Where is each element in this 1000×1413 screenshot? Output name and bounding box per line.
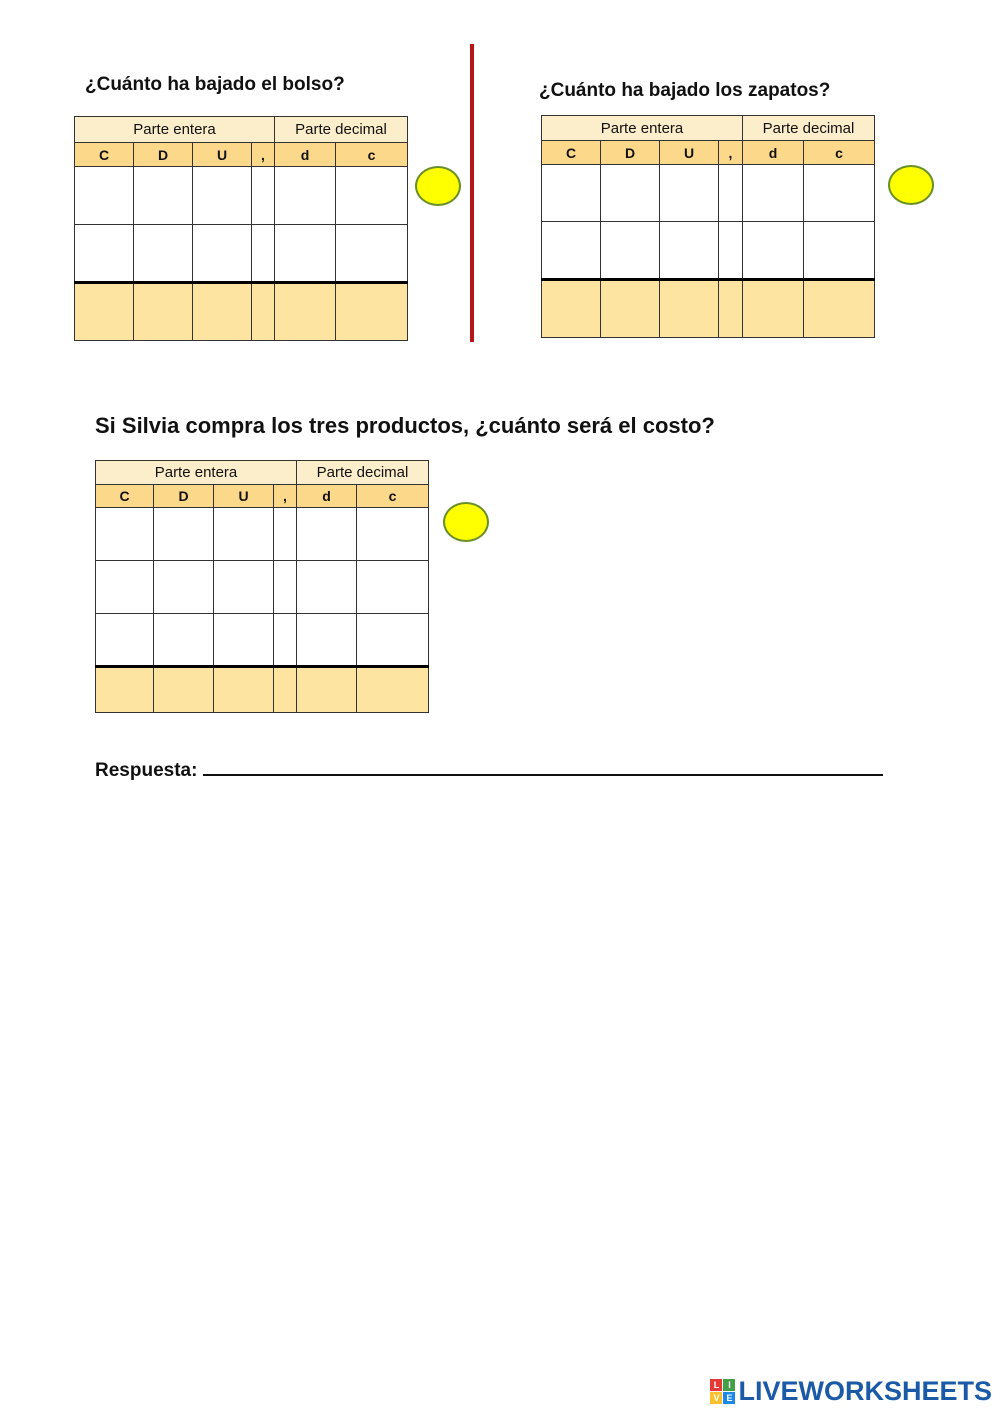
- col-decenas: D: [154, 485, 214, 508]
- col-comma: ,: [274, 485, 297, 508]
- comma-cell: [274, 614, 297, 667]
- digit-input[interactable]: [96, 575, 153, 600]
- digit-input[interactable]: [96, 522, 153, 547]
- input-cell[interactable]: [601, 222, 660, 280]
- place-value-table-total: [95, 460, 429, 713]
- comma-cell: [274, 561, 297, 614]
- header-decimal-part: Parte decimal: [743, 116, 875, 141]
- digit-input[interactable]: [743, 238, 803, 263]
- header-integer-part: Parte entera: [542, 116, 743, 141]
- operation-sign-circle[interactable]: [415, 166, 461, 206]
- place-value-table-shoes: [541, 115, 875, 338]
- brand: [710, 1376, 992, 1407]
- answer-line[interactable]: [203, 754, 883, 776]
- result-cell[interactable]: [75, 283, 134, 341]
- digit-input[interactable]: [743, 181, 803, 206]
- input-cell[interactable]: [96, 614, 154, 667]
- answer-label: Respuesta:: [95, 760, 198, 781]
- result-input[interactable]: [804, 297, 874, 322]
- result-input[interactable]: [75, 300, 133, 325]
- input-cell[interactable]: [743, 222, 804, 280]
- input-cell[interactable]: [357, 508, 429, 561]
- digit-input[interactable]: [154, 627, 213, 652]
- result-input[interactable]: [297, 678, 356, 703]
- question-shoes-title: ¿Cuánto ha bajado los zapatos?: [539, 80, 831, 101]
- comma-cell: [252, 167, 275, 225]
- header-decimal-part: Parte decimal: [275, 117, 408, 143]
- result-input[interactable]: [96, 678, 153, 703]
- result-input[interactable]: [357, 678, 428, 703]
- digit-input[interactable]: [214, 522, 273, 547]
- comma-cell: [719, 165, 743, 222]
- result-cell[interactable]: [336, 283, 408, 341]
- input-cell[interactable]: [75, 225, 134, 283]
- digit-input[interactable]: [75, 241, 133, 266]
- col-unidades: U: [193, 143, 252, 167]
- digit-input[interactable]: [804, 181, 874, 206]
- input-cell[interactable]: [542, 222, 601, 280]
- digit-input[interactable]: [275, 183, 335, 208]
- input-cell[interactable]: [660, 222, 719, 280]
- digit-input[interactable]: [275, 241, 335, 266]
- input-cell[interactable]: [96, 561, 154, 614]
- input-cell[interactable]: [193, 167, 252, 225]
- col-centenas: C: [96, 485, 154, 508]
- header-integer-part: Parte entera: [96, 461, 297, 485]
- col-centesimos: c: [804, 141, 875, 165]
- result-cell[interactable]: [743, 280, 804, 338]
- answer-row: [95, 754, 883, 782]
- question-total-cost-title: Si Silvia compra los tres productos, ¿cuánto será el costo?: [95, 413, 715, 438]
- input-cell[interactable]: [743, 165, 804, 222]
- result-input[interactable]: [601, 297, 659, 322]
- col-unidades: U: [660, 141, 719, 165]
- digit-input[interactable]: [75, 183, 133, 208]
- digit-input[interactable]: [660, 238, 718, 263]
- input-cell[interactable]: [336, 167, 408, 225]
- result-cell[interactable]: [134, 283, 193, 341]
- input-cell[interactable]: [214, 561, 274, 614]
- input-cell[interactable]: [804, 165, 875, 222]
- digit-input[interactable]: [134, 241, 192, 266]
- digit-input[interactable]: [214, 575, 273, 600]
- col-unidades: U: [214, 485, 274, 508]
- comma-cell: [252, 225, 275, 283]
- input-cell[interactable]: [297, 614, 357, 667]
- input-cell[interactable]: [660, 165, 719, 222]
- digit-input[interactable]: [601, 238, 659, 263]
- question-bag-title: ¿Cuánto ha bajado el bolso?: [85, 74, 345, 95]
- col-decimos: d: [275, 143, 336, 167]
- input-cell[interactable]: [357, 614, 429, 667]
- input-cell[interactable]: [601, 165, 660, 222]
- digit-input[interactable]: [357, 575, 428, 600]
- input-cell[interactable]: [275, 225, 336, 283]
- result-input[interactable]: [660, 297, 718, 322]
- result-cell[interactable]: [96, 667, 154, 713]
- result-input[interactable]: [743, 297, 803, 322]
- input-cell[interactable]: [134, 225, 193, 283]
- digit-input[interactable]: [601, 181, 659, 206]
- col-decenas: D: [134, 143, 193, 167]
- place-value-table-bag: [74, 116, 408, 341]
- digit-input[interactable]: [357, 522, 428, 547]
- result-cell[interactable]: [357, 667, 429, 713]
- result-cell[interactable]: [214, 667, 274, 713]
- digit-input[interactable]: [660, 181, 718, 206]
- digit-input[interactable]: [214, 627, 273, 652]
- digit-input[interactable]: [336, 241, 407, 266]
- result-input[interactable]: [336, 300, 407, 325]
- result-cell[interactable]: [542, 280, 601, 338]
- digit-input[interactable]: [193, 183, 251, 208]
- input-cell[interactable]: [297, 508, 357, 561]
- digit-input[interactable]: [336, 183, 407, 208]
- comma-cell: [719, 222, 743, 280]
- result-input[interactable]: [275, 300, 335, 325]
- result-cell[interactable]: [154, 667, 214, 713]
- digit-input[interactable]: [154, 522, 213, 547]
- result-cell[interactable]: [804, 280, 875, 338]
- input-cell[interactable]: [96, 508, 154, 561]
- input-cell[interactable]: [357, 561, 429, 614]
- input-cell[interactable]: [542, 165, 601, 222]
- operation-sign-circle[interactable]: [443, 502, 489, 542]
- result-input[interactable]: [154, 678, 213, 703]
- result-input[interactable]: [134, 300, 192, 325]
- input-cell[interactable]: [214, 508, 274, 561]
- result-comma-cell: [274, 667, 297, 713]
- result-cell[interactable]: [297, 667, 357, 713]
- result-input[interactable]: [542, 297, 600, 322]
- col-decimos: d: [743, 141, 804, 165]
- comma-cell: [274, 508, 297, 561]
- result-cell[interactable]: [660, 280, 719, 338]
- input-cell[interactable]: [297, 561, 357, 614]
- liveworksheets-logo-icon: L I V E: [710, 1379, 735, 1404]
- result-comma-cell: [252, 283, 275, 341]
- vertical-divider: [470, 44, 474, 342]
- col-centesimos: c: [357, 485, 429, 508]
- operation-sign-circle[interactable]: [888, 165, 934, 205]
- digit-input[interactable]: [542, 181, 600, 206]
- digit-input[interactable]: [193, 241, 251, 266]
- col-comma: ,: [719, 141, 743, 165]
- input-cell[interactable]: [134, 167, 193, 225]
- digit-input[interactable]: [134, 183, 192, 208]
- input-cell[interactable]: [804, 222, 875, 280]
- brand-name: LIVEWORKSHEETS: [738, 1376, 992, 1406]
- result-cell[interactable]: [601, 280, 660, 338]
- digit-input[interactable]: [542, 238, 600, 263]
- digit-input[interactable]: [804, 238, 874, 263]
- col-decenas: D: [601, 141, 660, 165]
- input-cell[interactable]: [336, 225, 408, 283]
- input-cell[interactable]: [214, 614, 274, 667]
- col-centenas: C: [75, 143, 134, 167]
- input-cell[interactable]: [154, 561, 214, 614]
- input-cell[interactable]: [75, 167, 134, 225]
- col-decimos: d: [297, 485, 357, 508]
- digit-input[interactable]: [357, 627, 428, 652]
- digit-input[interactable]: [96, 627, 153, 652]
- col-comma: ,: [252, 143, 275, 167]
- result-cell[interactable]: [275, 283, 336, 341]
- digit-input[interactable]: [297, 627, 356, 652]
- header-integer-part: Parte entera: [75, 117, 275, 143]
- result-comma-cell: [719, 280, 743, 338]
- digit-input[interactable]: [297, 575, 356, 600]
- result-input[interactable]: [193, 300, 251, 325]
- input-cell[interactable]: [193, 225, 252, 283]
- input-cell[interactable]: [275, 167, 336, 225]
- result-input[interactable]: [214, 678, 273, 703]
- digit-input[interactable]: [297, 522, 356, 547]
- header-decimal-part: Parte decimal: [297, 461, 429, 485]
- input-cell[interactable]: [154, 508, 214, 561]
- input-cell[interactable]: [154, 614, 214, 667]
- col-centesimos: c: [336, 143, 408, 167]
- col-centenas: C: [542, 141, 601, 165]
- digit-input[interactable]: [154, 575, 213, 600]
- result-cell[interactable]: [193, 283, 252, 341]
